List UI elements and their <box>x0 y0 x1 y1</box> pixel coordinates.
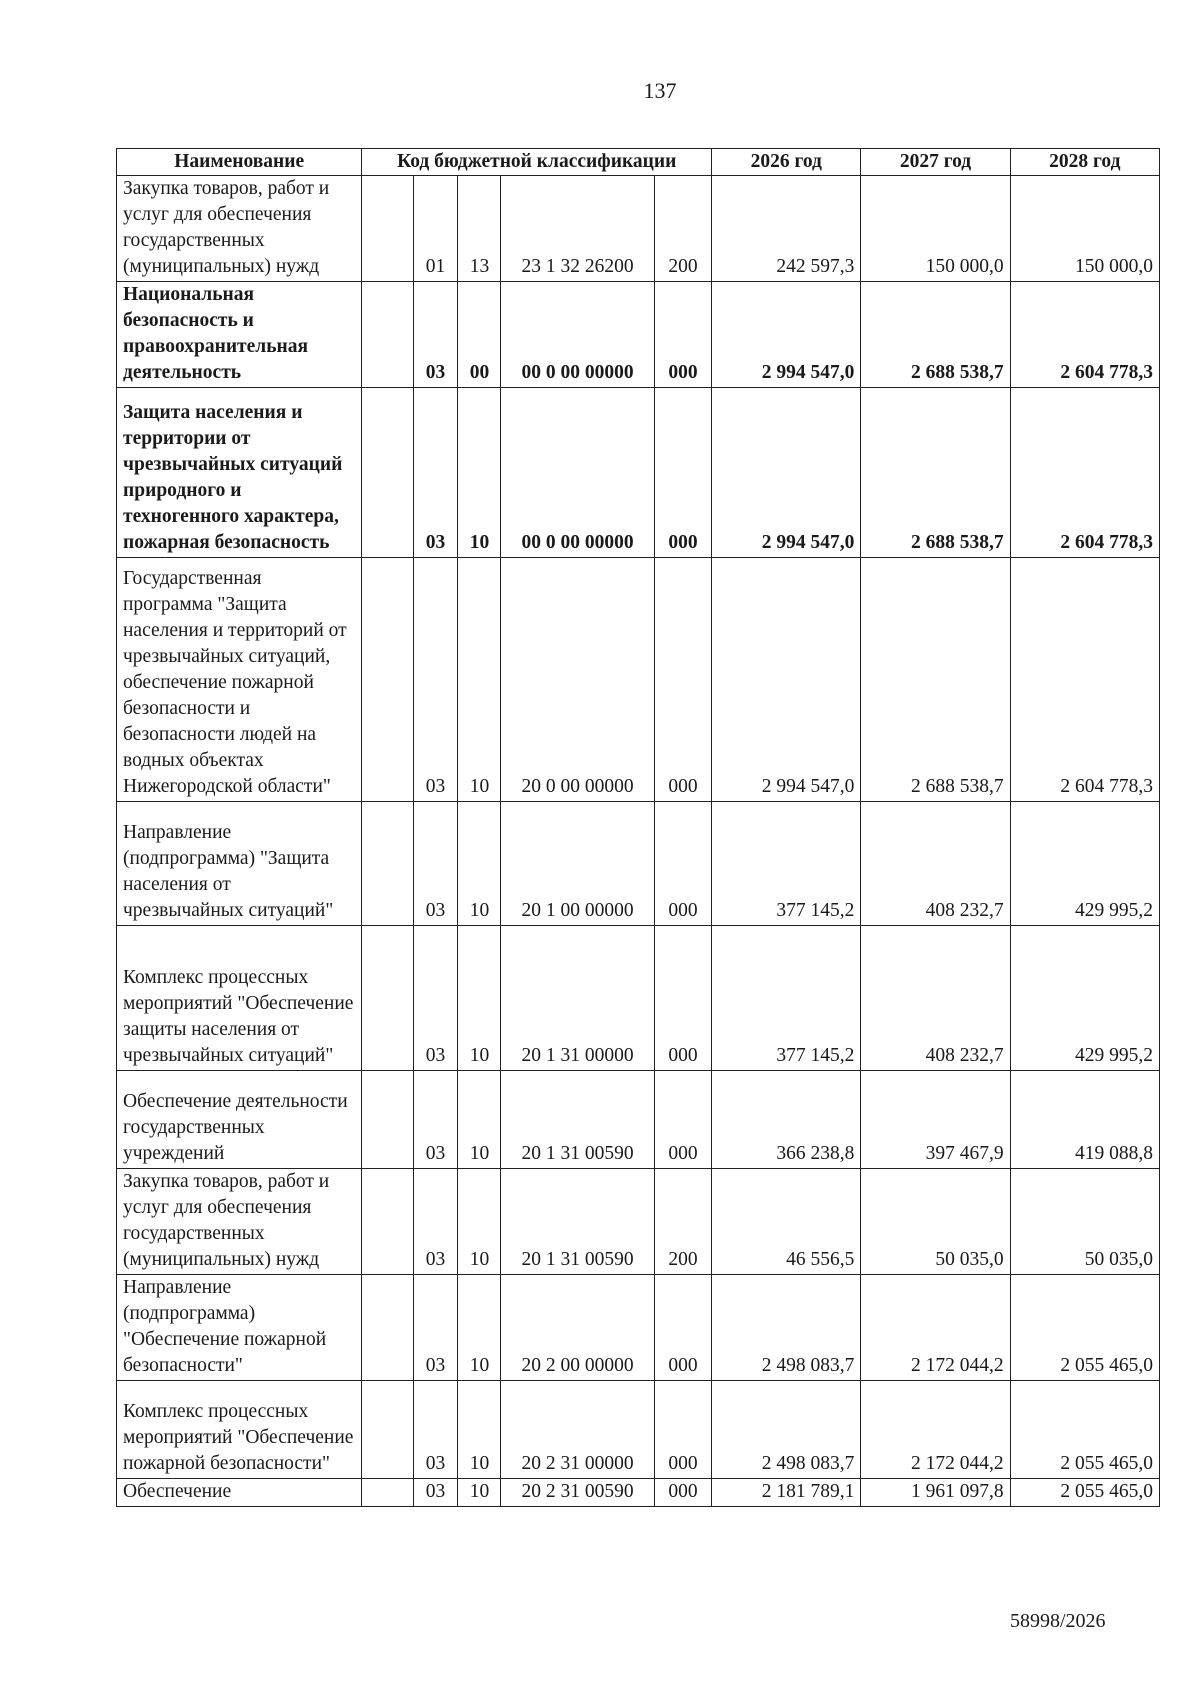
row-target-code-cell: 00 0 00 00000 <box>501 388 654 558</box>
row-name-cell: Закупка товаров, работ и услуг для обеспечения государственных (муниципальных) нужд <box>117 176 362 282</box>
row-value-2027-cell: 150 000,0 <box>861 176 1010 282</box>
row-value-2026-cell: 46 556,5 <box>712 1169 861 1275</box>
row-section-code-cell: 03 <box>413 1275 458 1381</box>
header-name: Наименование <box>117 149 362 176</box>
row-value-2028-cell: 2 604 778,3 <box>1010 558 1159 802</box>
row-value-2026-cell: 242 597,3 <box>712 176 861 282</box>
row-value-2028-cell: 2 055 465,0 <box>1010 1479 1159 1507</box>
row-empty-cell <box>362 1275 413 1381</box>
row-target-code-cell: 20 1 31 00590 <box>501 1169 654 1275</box>
row-target-code-cell: 20 2 31 00000 <box>501 1381 654 1479</box>
row-section-code-cell: 01 <box>413 176 458 282</box>
row-target-code-cell: 20 1 31 00000 <box>501 926 654 1071</box>
row-subsection-code-cell: 10 <box>458 1071 501 1169</box>
row-name-cell: Комплекс процессных мероприятий "Обеспечение защиты населения от чрезвычайных ситуаций" <box>117 926 362 1071</box>
table-row <box>117 1275 1160 1381</box>
row-value-2027-cell: 2 688 538,7 <box>861 388 1010 558</box>
header-2027: 2027 год <box>861 149 1010 176</box>
row-target-code-cell: 20 1 31 00590 <box>501 1071 654 1169</box>
row-name-cell: Государственная программа "Защита населения и территорий от чрезвычайных ситуаций, обеспечение пожарной безопасности и безопасности людей на водных объектах Нижегородской области" <box>117 558 362 802</box>
row-value-2026-cell: 2 994 547,0 <box>712 388 861 558</box>
row-section-code-cell: 03 <box>413 1169 458 1275</box>
row-subsection-code-cell: 10 <box>458 926 501 1071</box>
row-name-cell: Комплекс процессных мероприятий "Обеспечение пожарной безопасности" <box>117 1381 362 1479</box>
row-section-code-cell: 03 <box>413 1381 458 1479</box>
row-subsection-code-cell: 10 <box>458 558 501 802</box>
table-row <box>117 1071 1160 1169</box>
row-section-code-cell: 03 <box>413 1071 458 1169</box>
row-expense-type-cell: 000 <box>654 1275 711 1381</box>
table-row <box>117 282 1160 388</box>
row-subsection-code-cell: 10 <box>458 802 501 926</box>
row-expense-type-cell: 200 <box>654 176 711 282</box>
row-expense-type-cell: 000 <box>654 388 711 558</box>
row-name-cell: Обеспечение <box>117 1479 362 1507</box>
row-empty-cell <box>362 176 413 282</box>
table-row <box>117 1169 1160 1275</box>
row-empty-cell <box>362 282 413 388</box>
row-value-2027-cell: 50 035,0 <box>861 1169 1010 1275</box>
row-target-code-cell: 20 2 31 00590 <box>501 1479 654 1507</box>
row-subsection-code-cell: 13 <box>458 176 501 282</box>
row-section-code-cell: 03 <box>413 558 458 802</box>
row-value-2028-cell: 2 055 465,0 <box>1010 1275 1159 1381</box>
row-subsection-code-cell: 10 <box>458 388 501 558</box>
row-expense-type-cell: 000 <box>654 558 711 802</box>
table-row <box>117 1479 1160 1507</box>
budget-table <box>116 148 1160 1507</box>
row-value-2027-cell: 397 467,9 <box>861 1071 1010 1169</box>
row-section-code-cell: 03 <box>413 802 458 926</box>
row-section-code-cell: 03 <box>413 1479 458 1507</box>
row-value-2028-cell: 150 000,0 <box>1010 176 1159 282</box>
table-row <box>117 558 1160 802</box>
row-empty-cell <box>362 558 413 802</box>
row-subsection-code-cell: 10 <box>458 1479 501 1507</box>
row-value-2028-cell: 419 088,8 <box>1010 1071 1159 1169</box>
row-value-2026-cell: 366 238,8 <box>712 1071 861 1169</box>
table-row <box>117 388 1160 558</box>
table-row <box>117 1381 1160 1479</box>
row-expense-type-cell: 000 <box>654 1071 711 1169</box>
row-empty-cell <box>362 1479 413 1507</box>
table-body <box>117 176 1160 1507</box>
row-name-cell: Национальная безопасность и правоохранительная деятельность <box>117 282 362 388</box>
row-name-cell: Закупка товаров, работ и услуг для обеспечения государственных (муниципальных) нужд <box>117 1169 362 1275</box>
row-target-code-cell: 20 1 00 00000 <box>501 802 654 926</box>
row-expense-type-cell: 000 <box>654 1479 711 1507</box>
row-section-code-cell: 03 <box>413 926 458 1071</box>
table-row <box>117 926 1160 1071</box>
row-target-code-cell: 20 2 00 00000 <box>501 1275 654 1381</box>
header-2026: 2026 год <box>712 149 861 176</box>
row-empty-cell <box>362 1071 413 1169</box>
row-value-2028-cell: 2 604 778,3 <box>1010 388 1159 558</box>
row-expense-type-cell: 200 <box>654 1169 711 1275</box>
row-value-2028-cell: 2 055 465,0 <box>1010 1381 1159 1479</box>
row-value-2027-cell: 2 172 044,2 <box>861 1381 1010 1479</box>
table-row <box>117 176 1160 282</box>
row-value-2026-cell: 2 994 547,0 <box>712 558 861 802</box>
table-row <box>117 802 1160 926</box>
row-subsection-code-cell: 10 <box>458 1275 501 1381</box>
row-expense-type-cell: 000 <box>654 1381 711 1479</box>
row-name-cell: Защита населения и территории от чрезвычайных ситуаций природного и техногенного характера, пожарная безопасность <box>117 388 362 558</box>
document-id: 58998/2026 <box>1010 1610 1106 1632</box>
row-value-2027-cell: 2 688 538,7 <box>861 558 1010 802</box>
row-value-2027-cell: 2 172 044,2 <box>861 1275 1010 1381</box>
row-value-2026-cell: 377 145,2 <box>712 802 861 926</box>
row-section-code-cell: 03 <box>413 282 458 388</box>
row-expense-type-cell: 000 <box>654 802 711 926</box>
row-value-2026-cell: 2 181 789,1 <box>712 1479 861 1507</box>
row-subsection-code-cell: 10 <box>458 1381 501 1479</box>
row-subsection-code-cell: 00 <box>458 282 501 388</box>
row-value-2026-cell: 2 498 083,7 <box>712 1275 861 1381</box>
row-value-2026-cell: 377 145,2 <box>712 926 861 1071</box>
row-name-cell: Обеспечение деятельности государственных учреждений <box>117 1071 362 1169</box>
row-expense-type-cell: 000 <box>654 282 711 388</box>
row-name-cell: Направление (подпрограмма) "Обеспечение пожарной безопасности" <box>117 1275 362 1381</box>
row-target-code-cell: 23 1 32 26200 <box>501 176 654 282</box>
row-empty-cell <box>362 388 413 558</box>
row-value-2027-cell: 408 232,7 <box>861 802 1010 926</box>
row-value-2028-cell: 429 995,2 <box>1010 926 1159 1071</box>
row-subsection-code-cell: 10 <box>458 1169 501 1275</box>
row-value-2026-cell: 2 498 083,7 <box>712 1381 861 1479</box>
row-name-cell: Направление (подпрограмма) "Защита населения от чрезвычайных ситуаций" <box>117 802 362 926</box>
header-code: Код бюджетной классификации <box>362 149 712 176</box>
row-value-2026-cell: 2 994 547,0 <box>712 282 861 388</box>
row-empty-cell <box>362 1381 413 1479</box>
row-target-code-cell: 20 0 00 00000 <box>501 558 654 802</box>
row-empty-cell <box>362 926 413 1071</box>
row-target-code-cell: 00 0 00 00000 <box>501 282 654 388</box>
row-value-2027-cell: 2 688 538,7 <box>861 282 1010 388</box>
row-expense-type-cell: 000 <box>654 926 711 1071</box>
row-empty-cell <box>362 802 413 926</box>
row-value-2027-cell: 408 232,7 <box>861 926 1010 1071</box>
page-number: 137 <box>643 78 677 103</box>
row-section-code-cell: 03 <box>413 388 458 558</box>
header-2028: 2028 год <box>1010 149 1159 176</box>
row-value-2028-cell: 50 035,0 <box>1010 1169 1159 1275</box>
row-value-2027-cell: 1 961 097,8 <box>861 1479 1010 1507</box>
table-header-row <box>117 149 1160 176</box>
row-value-2028-cell: 2 604 778,3 <box>1010 282 1159 388</box>
row-value-2028-cell: 429 995,2 <box>1010 802 1159 926</box>
row-empty-cell <box>362 1169 413 1275</box>
